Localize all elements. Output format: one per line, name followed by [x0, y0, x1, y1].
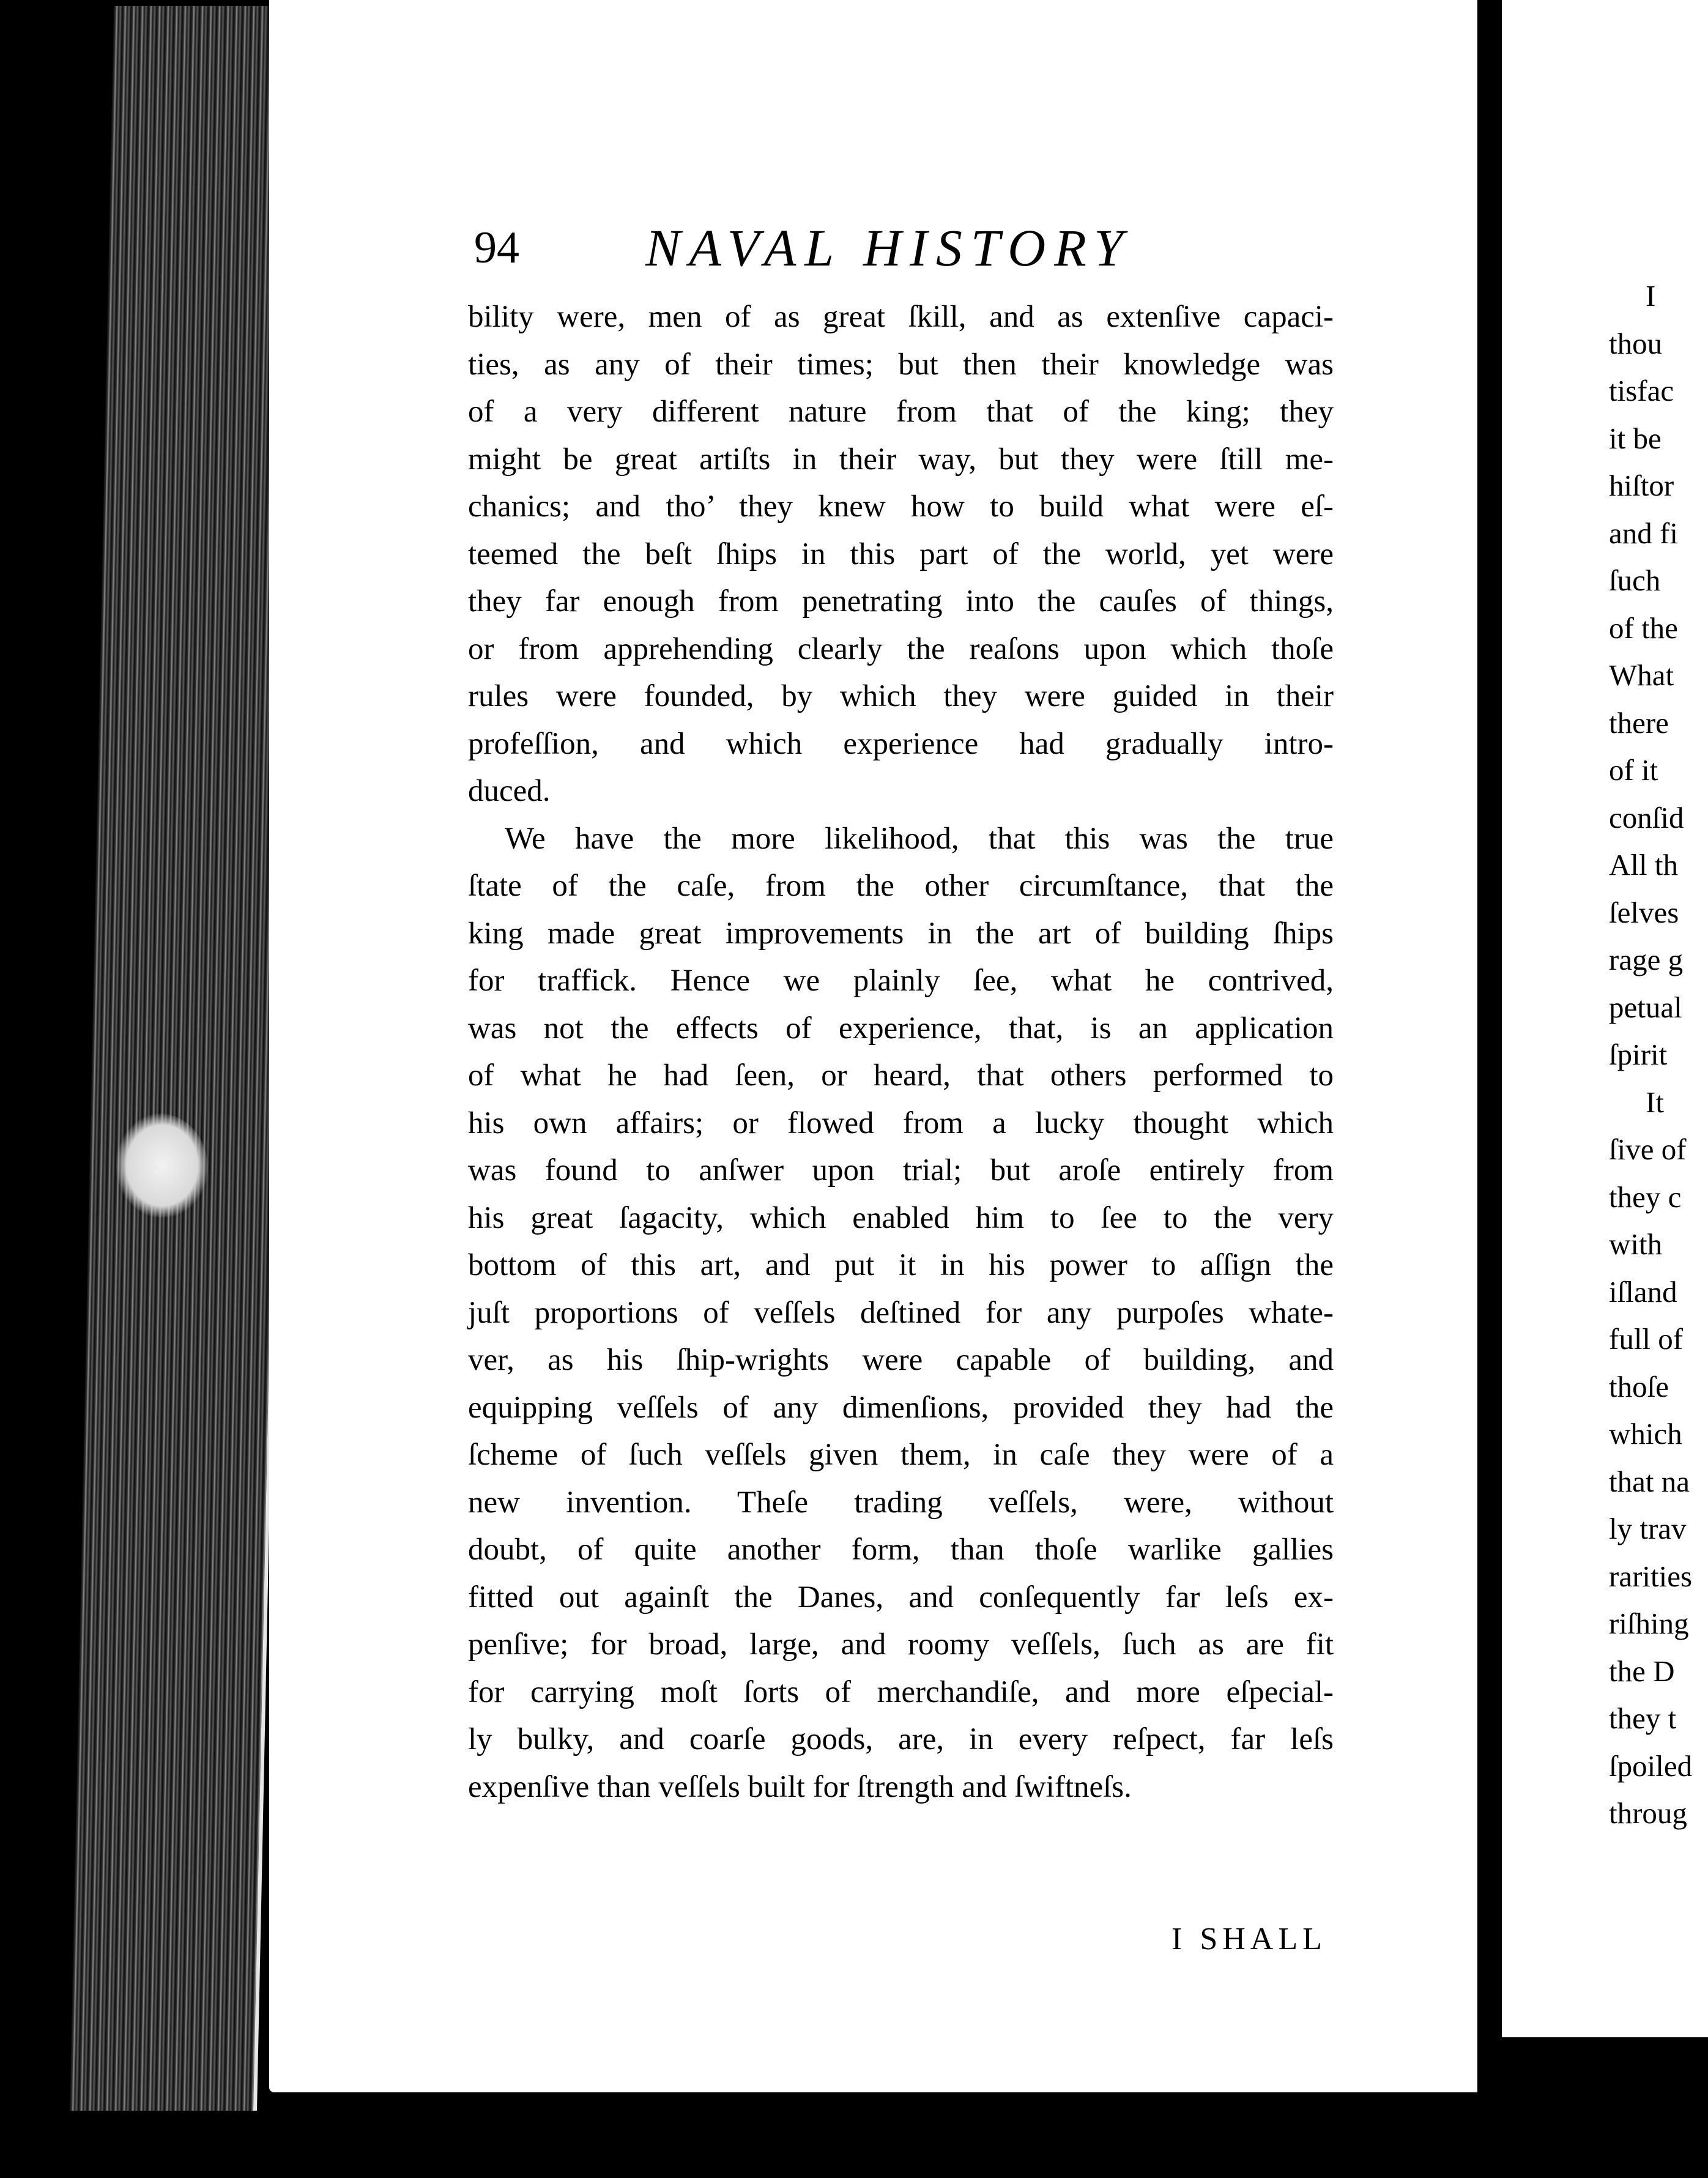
right-page-line: ly trav: [1609, 1512, 1687, 1545]
right-page-line: it be: [1609, 421, 1662, 455]
text-line: or from apprehending clearly the reaſons upon which thoſe: [468, 631, 1334, 666]
text-line: juſt proportions of veſſels deſtined for any purpoſes whate-: [468, 1295, 1334, 1330]
right-page-line: throug: [1609, 1796, 1687, 1830]
text-line: rules were founded, by which they were guided in their: [468, 679, 1334, 713]
text-line: was not the effects of experience, that, is an application: [468, 1011, 1334, 1046]
right-page-line: thoſe: [1609, 1369, 1669, 1403]
text-line: ſcheme of ſuch veſſels given them, in caſe they were of a: [468, 1438, 1334, 1472]
body-text: [468, 294, 1334, 1811]
text-line: ly bulky, and coarſe goods, are, in every reſpect, far leſs: [468, 1722, 1334, 1756]
text-line: ſtate of the caſe, from the other circumſtance, that the: [468, 869, 1334, 903]
right-page-line: hiſtor: [1609, 469, 1674, 502]
right-page-line: they t: [1609, 1701, 1677, 1735]
text-line: his own affairs; or flowed from a lucky thought which: [468, 1106, 1334, 1140]
right-page-line: riſhing: [1609, 1607, 1689, 1640]
right-page-line: ſpirit: [1609, 1038, 1668, 1071]
text-line: ties, as any of their times; but then their knowledge was: [468, 347, 1334, 382]
right-page-line: iſland: [1609, 1274, 1677, 1309]
book-page-edges: [70, 6, 301, 2111]
right-page-line: rarities: [1609, 1559, 1693, 1593]
right-page-line: All th: [1609, 848, 1678, 882]
right-page-line: ſive of: [1609, 1132, 1687, 1166]
right-page-line: full of: [1609, 1322, 1684, 1356]
text-line: expenſive than veſſels built for ſtrength and ſwiftneſs.: [468, 1769, 1132, 1804]
text-line: doubt, of quite another form, than thoſe warlike gallies: [468, 1533, 1334, 1567]
right-page-line: there: [1609, 705, 1669, 740]
right-page-line: rage g: [1609, 943, 1684, 976]
right-page-line: they c: [1609, 1180, 1682, 1214]
text-line: his great ſagacity, which enabled him to ſee to the very: [468, 1200, 1334, 1235]
right-page-line: ſpoiled: [1609, 1749, 1693, 1783]
text-line: teemed the beſt ſhips in this part of the world, yet were: [468, 537, 1334, 571]
right-page-line: What: [1609, 658, 1674, 692]
book-gutter: [1477, 0, 1502, 2178]
text-line: ver, as his ſhip-wrights were capable of building, and: [468, 1343, 1334, 1377]
text-line: for traffick. Hence we plainly ſee, what he contrived,: [468, 964, 1334, 998]
catchword: I SHALL: [1171, 1922, 1327, 1957]
text-line: of what he had ſeen, or heard, that others performed to: [468, 1058, 1334, 1093]
text-line: penſive; for broad, large, and roomy veſſels, ſuch as are fit: [468, 1627, 1334, 1662]
text-line: fitted out againſt the Danes, and conſequently far leſs ex-: [468, 1580, 1334, 1615]
running-head: NAVAL HISTORY: [645, 218, 1132, 277]
right-page-line: and fi: [1609, 516, 1678, 550]
page-number: 94: [474, 223, 519, 273]
page-header: [474, 217, 1227, 284]
right-page-line: petual: [1609, 990, 1682, 1024]
right-page-line: I: [1646, 279, 1656, 313]
text-line: chanics; and tho’ they knew how to build what were eſ-: [468, 489, 1334, 524]
right-page-line: It: [1646, 1085, 1664, 1119]
right-page-line: ſuch: [1609, 563, 1661, 597]
text-line: might be great artiſts in their way, but they were ſtill me-: [468, 442, 1334, 477]
right-page-line: with: [1609, 1227, 1663, 1261]
text-line: bottom of this art, and put it in his power to aſſign the: [468, 1248, 1334, 1282]
right-page-line: tisfac: [1609, 374, 1674, 407]
right-page-line: the D: [1609, 1654, 1675, 1688]
right-page-line: thou: [1609, 326, 1663, 360]
paragraph-start-line: We have the more likelihood, that this was the true: [505, 821, 1334, 856]
right-page-line: which: [1609, 1417, 1682, 1451]
text-line: king made great improvements in the art of building ſhips: [468, 916, 1334, 951]
text-line: profeſſion, and which experience had gradually intro-: [468, 726, 1334, 761]
text-line: equipping veſſels of any dimenſions, provided they had the: [468, 1390, 1334, 1425]
text-line: bility were, men of as great ſkill, and as extenſive capaci-: [468, 300, 1334, 334]
right-page-text-fragment: [1609, 272, 1708, 1837]
text-line: they far enough from penetrating into the cauſes of things,: [468, 584, 1334, 619]
right-page-line: ſelves: [1609, 895, 1679, 929]
right-page-line: of it: [1609, 753, 1658, 787]
right-page-line: that na: [1609, 1464, 1690, 1498]
text-line: duced.: [468, 774, 551, 808]
right-page-line: conſid: [1609, 800, 1684, 834]
text-line: new invention. Theſe trading veſſels, were, without: [468, 1485, 1334, 1520]
text-line: was found to anſwer upon trial; but aroſe entirely from: [468, 1153, 1334, 1187]
text-line: of a very different nature from that of the king; they: [468, 395, 1334, 429]
right-page-line: of the: [1609, 611, 1678, 645]
text-line: for carrying moſt ſorts of merchandiſe, and more eſpecial-: [468, 1674, 1334, 1709]
